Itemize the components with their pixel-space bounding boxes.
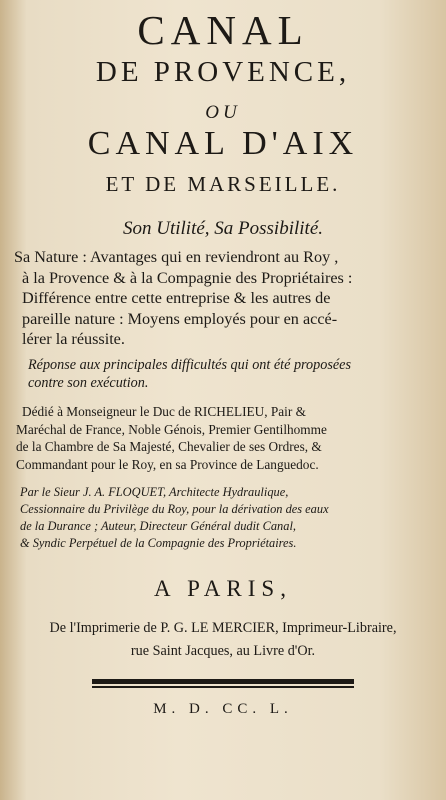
double-rule-divider [92, 679, 354, 689]
nature-paragraph [14, 247, 434, 350]
title-ou: OU [205, 102, 241, 123]
title-de-provence: DE PROVENCE, [95, 56, 351, 88]
auteur-line: Par le Sieur J. A. FLOQUET, Architecte Hydraulique, [20, 485, 289, 499]
nature-line: pareille nature : Moyens employés pour en accé- [22, 309, 338, 328]
imprint-date: M. D. CC. L. [153, 701, 293, 717]
rule-thin [92, 686, 354, 688]
dedicace-line: de la Chambre de Sa Majesté, Chevalier de ses Ordres, & [16, 439, 322, 454]
dedicace-paragraph [16, 403, 436, 473]
auteur-line: & Syndic Perpétuel de la Compagnie des Propriétaires. [20, 536, 297, 550]
title-canal-daix: CANAL D'AIX [87, 125, 359, 162]
reponse-line: contre son exécution. [28, 374, 149, 391]
auteur-line: Cessionnaire du Privilège du Roy, pour la dérivation des eaux [20, 502, 329, 516]
auteur-line: de la Durance ; Auteur, Directeur Général dudit Canal, [20, 519, 296, 533]
nature-line: lérer la réussite. [22, 330, 125, 348]
rule-thick [92, 679, 354, 684]
title-et-de-marseille: ET DE MARSEILLE. [105, 172, 341, 196]
title-canal: CANAL [137, 7, 309, 53]
nature-line: à la Provence & à la Compagnie des Propriétaires : [22, 268, 353, 287]
reponse-paragraph [28, 357, 428, 392]
reponse-line: Réponse aux principales difficultés qui ont été proposées [28, 357, 351, 373]
nature-line: Différence entre cette entreprise & les autres de [22, 289, 331, 307]
dedicace-line: Dédié à Monseigneur le Duc de RICHELIEU, Pair & [22, 404, 306, 419]
dedicace-line: Maréchal de France, Noble Génois, Premier Gentilhomme [16, 421, 327, 437]
imprint-place: A PARIS, [154, 576, 292, 601]
auteur-paragraph [20, 484, 440, 552]
nature-line: Sa Nature : Avantages qui en reviendront au Roy , [14, 248, 339, 266]
subtitle: Son Utilité, Sa Possibilité. [122, 218, 324, 239]
imprint-printer [0, 617, 446, 663]
dedicace-line: Commandant pour le Roy, en sa Province de Languedoc. [16, 456, 319, 472]
imprint-line: rue Saint Jacques, au Livre d'Or. [130, 643, 316, 659]
imprint-line: De l'Imprimerie de P. G. LE MERCIER, Imprimeur-Libraire, [49, 620, 397, 636]
